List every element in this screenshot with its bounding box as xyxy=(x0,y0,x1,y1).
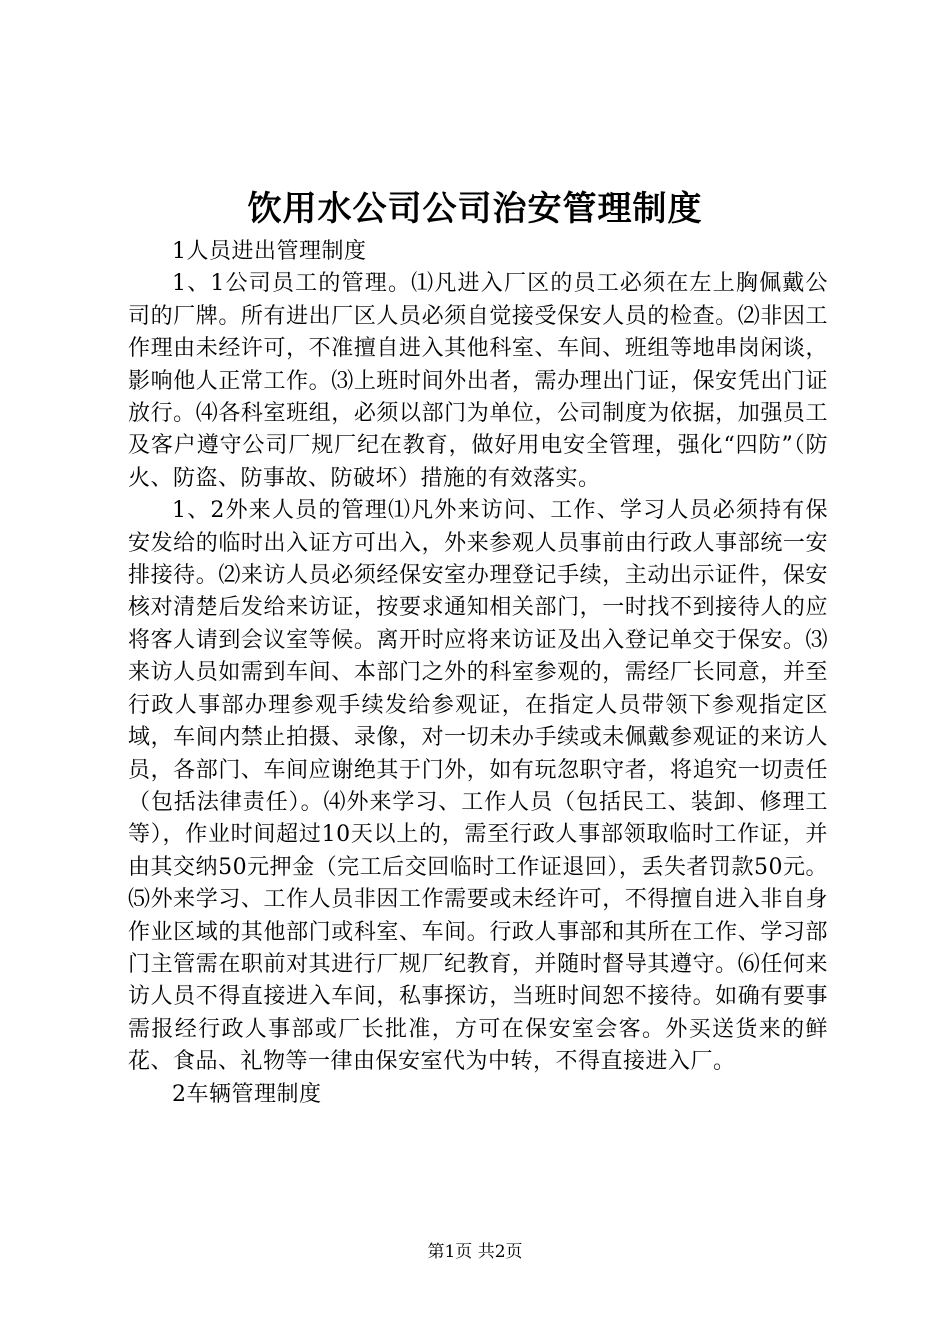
paragraph-visitor-management: 1、2外来人员的管理⑴凡外来访问、工作、学习人员必须持有保安发给的临时出入证方可出入，外来参观人员事前由行政人事部统一安排接待。⑵来访人员必须经保安室办理登记手续，主动出示证件，保安核对清楚后发给来访证，按要求通知相关部门，一时找不到接待人的应将客人请到会议室等候。离开时应将来访证及出入登记单交于保安。⑶来访人员如需到车间、本部门之外的科室参观的，需经厂长同意，并至行政人事部办理参观手续发给参观证，在指定人员带领下参观指定区域，车间内禁止拍摄、录像，对一切未办手续或未佩戴参观证的来访人员，各部门、车间应谢绝其于门外，如有玩忽职守者，将追究一切责任（包括法律责任）。⑷外来学习、工作人员（包括民工、装卸、修理工等），作业时间超过10天以上的，需至行政人事部领取临时工作证，并由其交纳50元押金（完工后交回临时工作证退回），丢失者罚款50元。⑸外来学习、工作人员非因工作需要或未经许可，不得擅自进入非自身作业区域的其他部门或科室、车间。行政人事部和其所在工作、学习部门主管需在职前对其进行厂规厂纪教育，并随时督导其遵守。⑹任何来访人员不得直接进入车间，私事探访，当班时间恕不接待。如确有要事需报经行政人事部或厂长批准，方可在保安室会客。外买送货来的鲜花、食品、礼物等一律由保安室代为中转，不得直接进入厂。 xyxy=(128,498,828,1075)
paragraph-employee-management: 1、1公司员工的管理。⑴凡进入厂区的员工必须在左上胸佩戴公司的厂牌。所有进出厂区人员必须自觉接受保安人员的检查。⑵非因工作理由未经许可，不准擅自进入其他科室、车间、班组等地串岗闲谈，影响他人正常工作。⑶上班时间外出者，需办理出门证，保安凭出门证放行。⑷各科室班组，必须以部门为单位，公司制度为依据，加强员工及客户遵守公司厂规厂纪在教育，做好用电安全管理，强化“四防”（防火、防盗、防事故、防破坏）措施的有效落实。 xyxy=(128,271,828,491)
document-title: 饮用水公司公司治安管理制度 xyxy=(247,189,703,229)
section-heading-vehicles: 2车辆管理制度 xyxy=(172,1081,322,1107)
document-body xyxy=(128,236,828,1111)
section-heading-personnel: 1人员进出管理制度 xyxy=(172,239,367,264)
page-number-footer: 第1页 共2页 xyxy=(427,1242,523,1262)
